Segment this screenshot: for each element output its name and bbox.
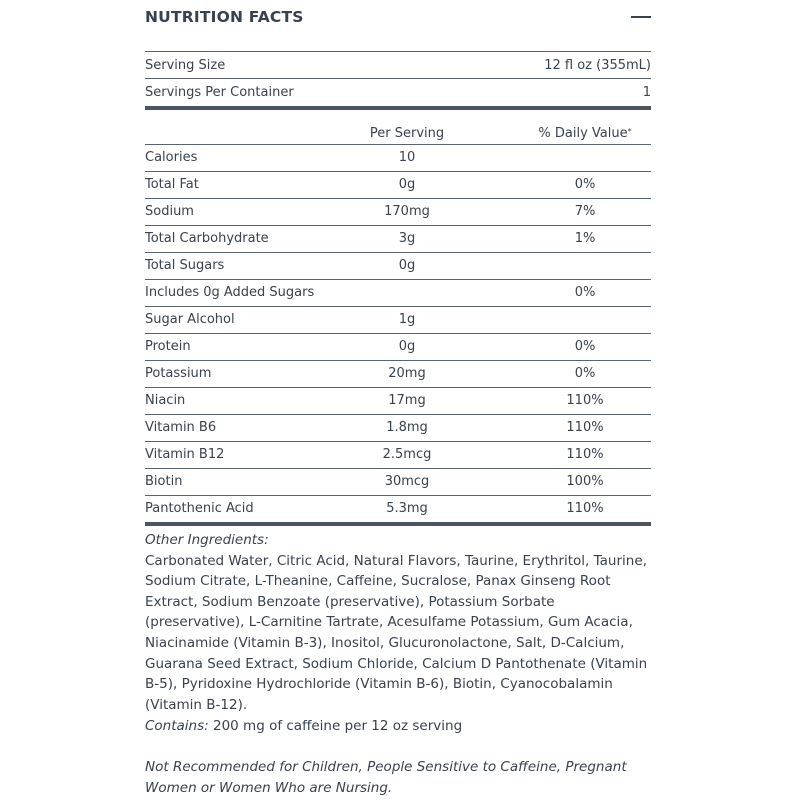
nutrient-name: Sugar Alcohol <box>145 312 235 327</box>
nutrient-amount: 3g <box>398 231 416 246</box>
nutrient-name: Potassium <box>145 366 212 381</box>
nutrient-name: Total Fat <box>145 177 199 192</box>
nutrient-amount: 30mcg <box>384 474 430 489</box>
nutrient-daily-value: 0% <box>574 285 596 300</box>
nutrient-name: Protein <box>145 339 191 354</box>
nutrient-daily-value: 0% <box>574 339 596 354</box>
nutrient-amount: 170mg <box>384 204 430 219</box>
nutrient-daily-value: 1% <box>574 231 596 246</box>
nutrient-amount: 0g <box>398 258 416 273</box>
nutrient-amount: 20mg <box>388 366 426 381</box>
table-row <box>145 172 651 199</box>
table-row <box>145 442 651 469</box>
nutrient-amount: 5.3mg <box>386 501 428 516</box>
nutrient-daily-value: 110% <box>566 501 604 516</box>
nutrient-name: Vitamin B6 <box>145 420 217 435</box>
table-row <box>145 307 651 334</box>
serving-size-label: Serving Size <box>145 57 226 73</box>
contains-label: Contains: <box>145 718 209 734</box>
serving-size-row <box>145 52 651 79</box>
table-row <box>145 361 651 388</box>
nutrient-name: Includes 0g Added Sugars <box>145 285 315 300</box>
nutrient-name: Calories <box>145 150 198 165</box>
warning-statement: Not Recommended for Children, People Sensitive to Caffeine, Pregnant Women or Women Who are Nursing. <box>145 759 627 796</box>
nutrient-amount: 0g <box>398 339 416 354</box>
other-ingredients <box>145 530 651 715</box>
nutrient-name: Total Carbohydrate <box>145 231 269 246</box>
nutrient-daily-value: 110% <box>566 420 604 435</box>
serving-size-value: 12 fl oz (355mL) <box>544 57 651 73</box>
serving-info <box>145 51 651 110</box>
nutrient-daily-value: 7% <box>574 204 596 219</box>
nutrition-facts-header[interactable] <box>145 0 651 36</box>
servings-per-container-value: 1 <box>642 85 651 100</box>
nutrient-name: Biotin <box>145 474 183 489</box>
nutrient-name: Pantothenic Acid <box>145 501 254 516</box>
nutrient-daily-value: 100% <box>566 474 604 489</box>
nutrition-facts-panel <box>145 0 651 796</box>
other-ingredients-label: Other Ingredients: <box>145 532 269 548</box>
minus-icon[interactable] <box>631 8 651 26</box>
nutrient-daily-value: 0% <box>574 366 596 381</box>
nutrient-table-header <box>145 120 651 145</box>
nutrient-amount: 2.5mcg <box>382 447 432 462</box>
nutrient-amount: 1.8mg <box>386 420 428 435</box>
table-row <box>145 145 651 172</box>
table-row <box>145 415 651 442</box>
table-row <box>145 226 651 253</box>
table-row <box>145 199 651 226</box>
nutrient-amount: 1g <box>398 312 416 327</box>
nutrient-table <box>145 120 651 526</box>
servings-per-container-row <box>145 79 651 110</box>
table-row <box>145 388 651 415</box>
nutrient-daily-value: 110% <box>566 447 604 462</box>
daily-value-header: % Daily Value* <box>538 126 632 141</box>
nutrient-amount: 17mg <box>388 393 426 408</box>
section-title: NUTRITION FACTS <box>145 8 304 26</box>
nutrient-daily-value: 0% <box>574 177 596 192</box>
nutrient-daily-value: 110% <box>566 393 604 408</box>
per-serving-header: Per Serving <box>369 126 445 141</box>
table-row <box>145 280 651 307</box>
contains-text: 200 mg of caffeine per 12 oz serving <box>208 718 463 734</box>
nutrient-name: Total Sugars <box>145 258 225 273</box>
nutrient-name: Niacin <box>145 393 186 408</box>
nutrient-amount: 0g <box>398 177 416 192</box>
table-row <box>145 469 651 496</box>
table-row <box>145 334 651 361</box>
table-row <box>145 253 651 280</box>
other-ingredients-text: Carbonated Water, Citric Acid, Natural Flavors, Taurine, Erythritol, Taurine, Sodium Citrate, L-Theanine, Caffeine, Sucralose, Panax Ginseng Root Extract, Sodium Benzoate (preservative), Potassium Sorbate (preservative), L-Carnitine Tartrate, Acesulfame Potassium, Gum Acacia, Niacinamide (Vitamin B-3), Inositol, Glucuronolactone, Salt, D-Calcium, Guarana Seed Extract, Sodium Chloride, Calcium D Pantothenate (Vitamin B-5), Pyridoxine Hydrochloride (Vitamin B-6), Biotin, Cyanocobalamin (Vitamin B-12). <box>145 552 648 713</box>
table-row <box>145 496 651 526</box>
nutrient-name: Vitamin B12 <box>145 447 225 462</box>
servings-per-container-label: Servings Per Container <box>145 85 294 100</box>
contains-statement <box>145 716 651 737</box>
nutrient-name: Sodium <box>145 204 194 219</box>
nutrient-amount: 10 <box>398 150 416 165</box>
